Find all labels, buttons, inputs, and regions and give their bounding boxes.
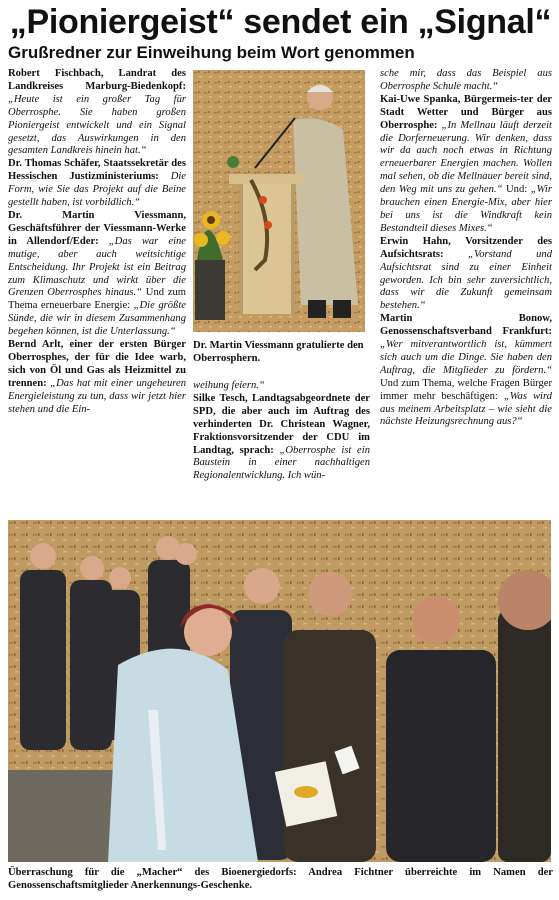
speaker-name: Dr. Martin Viessmann, Geschäftsführer der Viessmann-Werke in Allendorf/Eder: — [8, 209, 186, 247]
body-text: Und: — [506, 184, 528, 196]
paragraph-spanka — [380, 94, 552, 236]
quote: „Heute ist ein großer Tag für Oberrosphe. Sie haben großen Pioniergeist entwickelt und ein Signal gesetzt, das Auswirkungen in den gesamten Landkreis hinein hat.“ — [8, 93, 186, 157]
photo1-caption: Dr. Martin Viessmann gratulierte den Oberrosphern. — [193, 340, 364, 364]
quote: „Vorstand und Aufsichtsrat sind zu einer Einheit geworden. Ich bin sehr zuversichtlich, dass wir die Zukunft gemeinsam bestehen.“ — [380, 248, 552, 312]
photo-gift-handover — [8, 520, 551, 862]
paragraph-arlt-end — [193, 380, 370, 393]
article-column-2 — [193, 380, 370, 505]
quote: „Was wird aus meinem Arbeitsplatz – wie sieht die nächste Heizungsrechnung aus?“ — [380, 390, 552, 428]
speaker-name: Robert Fischbach, Landrat des Landkreises Marburg-Biedenkopf: — [8, 68, 186, 92]
paragraph-tesch — [193, 393, 370, 483]
quote: „Das hat mit einer ungeheuren Energieleistung zu tun, dass wir jetzt hier stehen und die Ein- — [8, 377, 186, 415]
quote: „Die größte Sünde, die wir in diesem Zusammenhang begehen können, ist die Unterlassung.“ — [8, 300, 186, 338]
quote: Die Form, wie Sie das Projekt auf die Beine gestellt haben, ist vorbildlich.“ — [8, 171, 186, 209]
body-text: Und zum Thema erneuerbare Energie: — [8, 287, 186, 312]
quote: „Wir brauchen einen Energie-Mix, aber hier bei uns ist die Windkraft kein Bestandteil dieses Mixes.“ — [380, 184, 552, 234]
article-column-3 — [380, 68, 552, 505]
paragraph-schaefer — [8, 158, 186, 210]
photo2-caption: Überraschung für die „Macher“ des Bioenergiedorfs: Andrea Fichtner überreichte im Namen der Genossenschaftsmitglieder Anerkennungs-Geschenke. — [8, 867, 553, 891]
photo-viessmann-speech — [193, 70, 365, 332]
paragraph-arlt — [8, 339, 186, 416]
headline: „Pioniergeist“ sendet ein „Signal“ — [9, 3, 552, 41]
subheadline: Grußredner zur Einweihung beim Wort genommen — [8, 43, 415, 62]
quote: „Wer mitverantwortlich ist, kümmert sich auch um die Dinge. Sie haben den Auftrag, die Mitglieder zu fördern.“ — [380, 339, 552, 376]
article-column-1 — [8, 68, 186, 505]
speaker-name: Erwin Hahn, Vorsitzender des Aufsichtsrats: — [380, 235, 552, 260]
paragraph-fischbach — [8, 68, 186, 158]
speaker-name: Kai-Uwe Spanka, Bürgermeis-ter der Stadt Wetter und Bürger aus Oberrosphe: — [380, 93, 552, 131]
speaker-name: Martin Bonow, Genossenschaftsverband Frankfurt: — [380, 313, 552, 338]
quote: „Das war eine mutige, aber auch weitsichtige Entscheidung. Ihr Projekt ist ein Beitrag zum Klimaschutz und wirkt über die Grenzen Oberrosphes hinaus.“ — [8, 235, 186, 299]
speaker-name: Dr. Thomas Schäfer, Staatssekretär des Hessischen Justizministeriums: — [8, 158, 186, 183]
quote: „In Mellnau läuft derzeit die Dorferneuerung. Wir denken, dass wir da auch noch etwas in Richtung erneuerbarer Energien machen. Wollen mal sehen, ob die Mellnauer bereit sind, den Weg mit uns zu gehen.“ — [380, 119, 552, 196]
paragraph-bonow — [380, 313, 552, 429]
speaker-name: Bernd Arlt, einer der ersten Bürger Oberrosphes, der für die Idee warb, sich von Öl und Gas als Heizmittel zu trennen: — [8, 339, 186, 389]
paragraph-tesch-end — [380, 68, 552, 94]
body-text: Und zum Thema, welche Fragen Bürger immer mehr beschäftigen: — [380, 377, 552, 402]
speaker-name: Silke Tesch, Landtagsabgeordnete der SPD, die aber auch im Auftrag des verhinderten Dr. Christean Wagner, Fraktionsvorsitzender der CDU im Landtag, sprach: — [193, 392, 370, 456]
paragraph-hahn — [380, 236, 552, 313]
quote: weihung feiern.“ — [193, 380, 265, 391]
quote: sche mir, dass das Beispiel aus Oberrosphe Schule macht.“ — [380, 68, 552, 92]
paragraph-viessmann — [8, 210, 186, 339]
quote: „Oberrosphe ist ein Baustein in einer nachhaltigen Regionalentwicklung. Ich wün- — [193, 444, 370, 482]
